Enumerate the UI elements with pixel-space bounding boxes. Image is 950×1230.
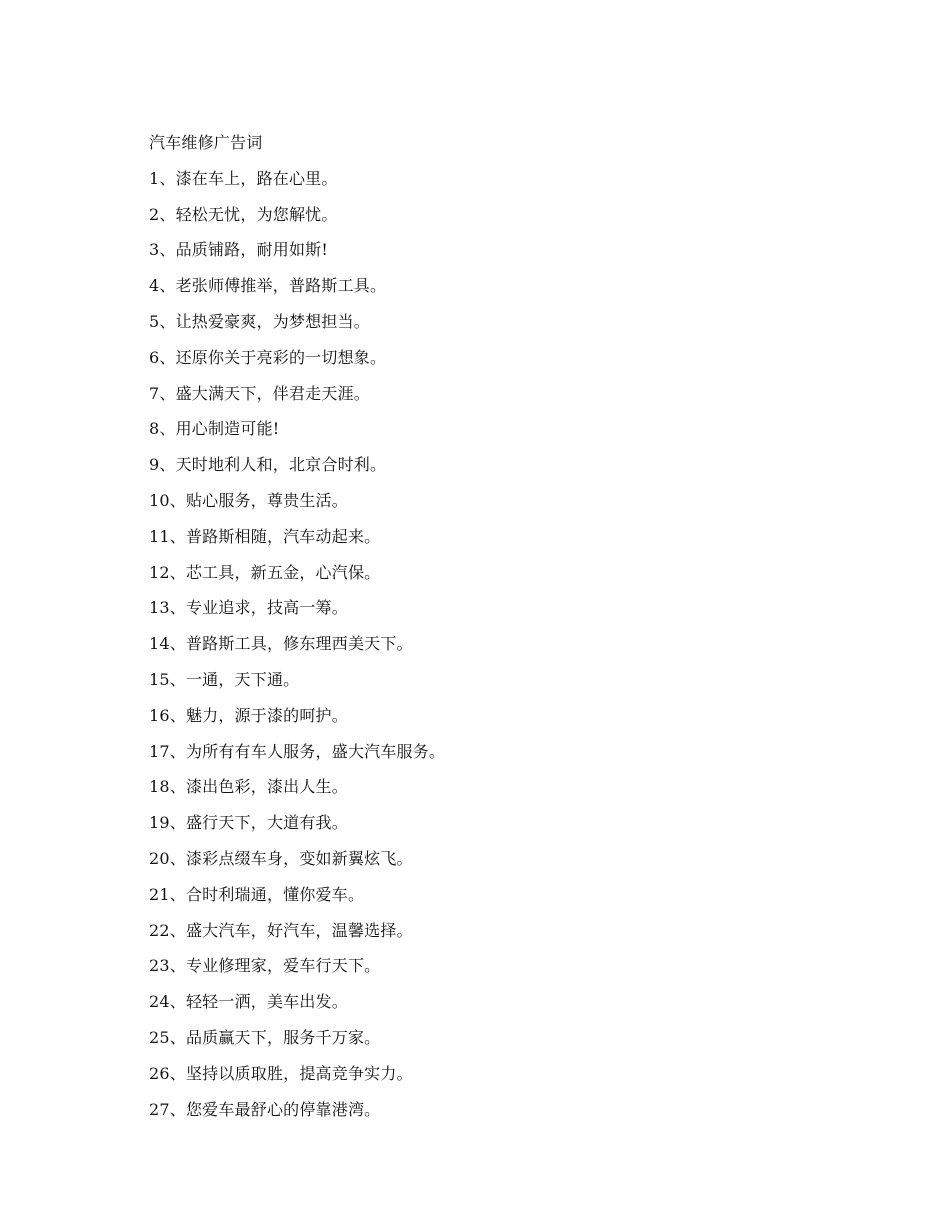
slogan-item: 15、一通，天下通。 [149, 669, 300, 689]
slogan-item: 10、贴心服务，尊贵生活。 [149, 490, 348, 510]
slogan-item: 14、普路斯工具，修东理西美天下。 [149, 634, 413, 654]
slogan-item: 12、芯工具，新五金，心汽保。 [149, 562, 381, 582]
slogan-item: 22、盛大汽车，好汽车，温馨选择。 [149, 920, 413, 940]
slogan-item: 1、漆在车上，路在心里。 [149, 168, 338, 188]
slogan-item: 3、品质铺路，耐用如斯! [149, 240, 329, 260]
slogan-item: 25、品质赢天下，服务千万家。 [149, 1027, 381, 1047]
document-body [149, 125, 849, 1127]
slogan-item: 18、漆出色彩，漆出人生。 [149, 777, 348, 797]
slogan-item: 8、用心制造可能! [149, 419, 280, 439]
slogan-item: 11、普路斯相随，汽车动起来。 [149, 526, 381, 546]
slogan-item: 7、盛大满天下，伴君走天涯。 [149, 383, 370, 403]
slogan-item: 4、老张师傅推举，普路斯工具。 [149, 276, 387, 296]
slogan-item: 27、您爱车最舒心的停靠港湾。 [149, 1099, 381, 1119]
slogan-list [149, 161, 849, 1128]
slogan-item: 26、坚持以质取胜，提高竞争实力。 [149, 1063, 413, 1083]
document-title: 汽车维修广告词 [149, 133, 263, 152]
slogan-item: 9、天时地利人和，北京合时利。 [149, 455, 387, 475]
slogan-item: 24、轻轻一洒，美车出发。 [149, 992, 348, 1012]
slogan-item: 21、合时利瑞通，懂你爱车。 [149, 884, 365, 904]
slogan-item: 19、盛行天下，大道有我。 [149, 813, 348, 833]
slogan-item: 2、轻松无忧，为您解忧。 [149, 204, 338, 224]
slogan-item: 6、还原你关于亮彩的一切想象。 [149, 347, 387, 367]
slogan-item: 17、为所有有车人服务，盛大汽车服务。 [149, 741, 446, 761]
slogan-item: 23、专业修理家，爱车行天下。 [149, 956, 381, 976]
slogan-item: 13、专业追求，技高一筹。 [149, 598, 348, 618]
slogan-item: 5、让热爱豪爽，为梦想担当。 [149, 311, 370, 331]
slogan-item: 20、漆彩点缀车身，变如新翼炫飞。 [149, 848, 413, 868]
slogan-item: 16、魅力，源于漆的呵护。 [149, 705, 348, 725]
